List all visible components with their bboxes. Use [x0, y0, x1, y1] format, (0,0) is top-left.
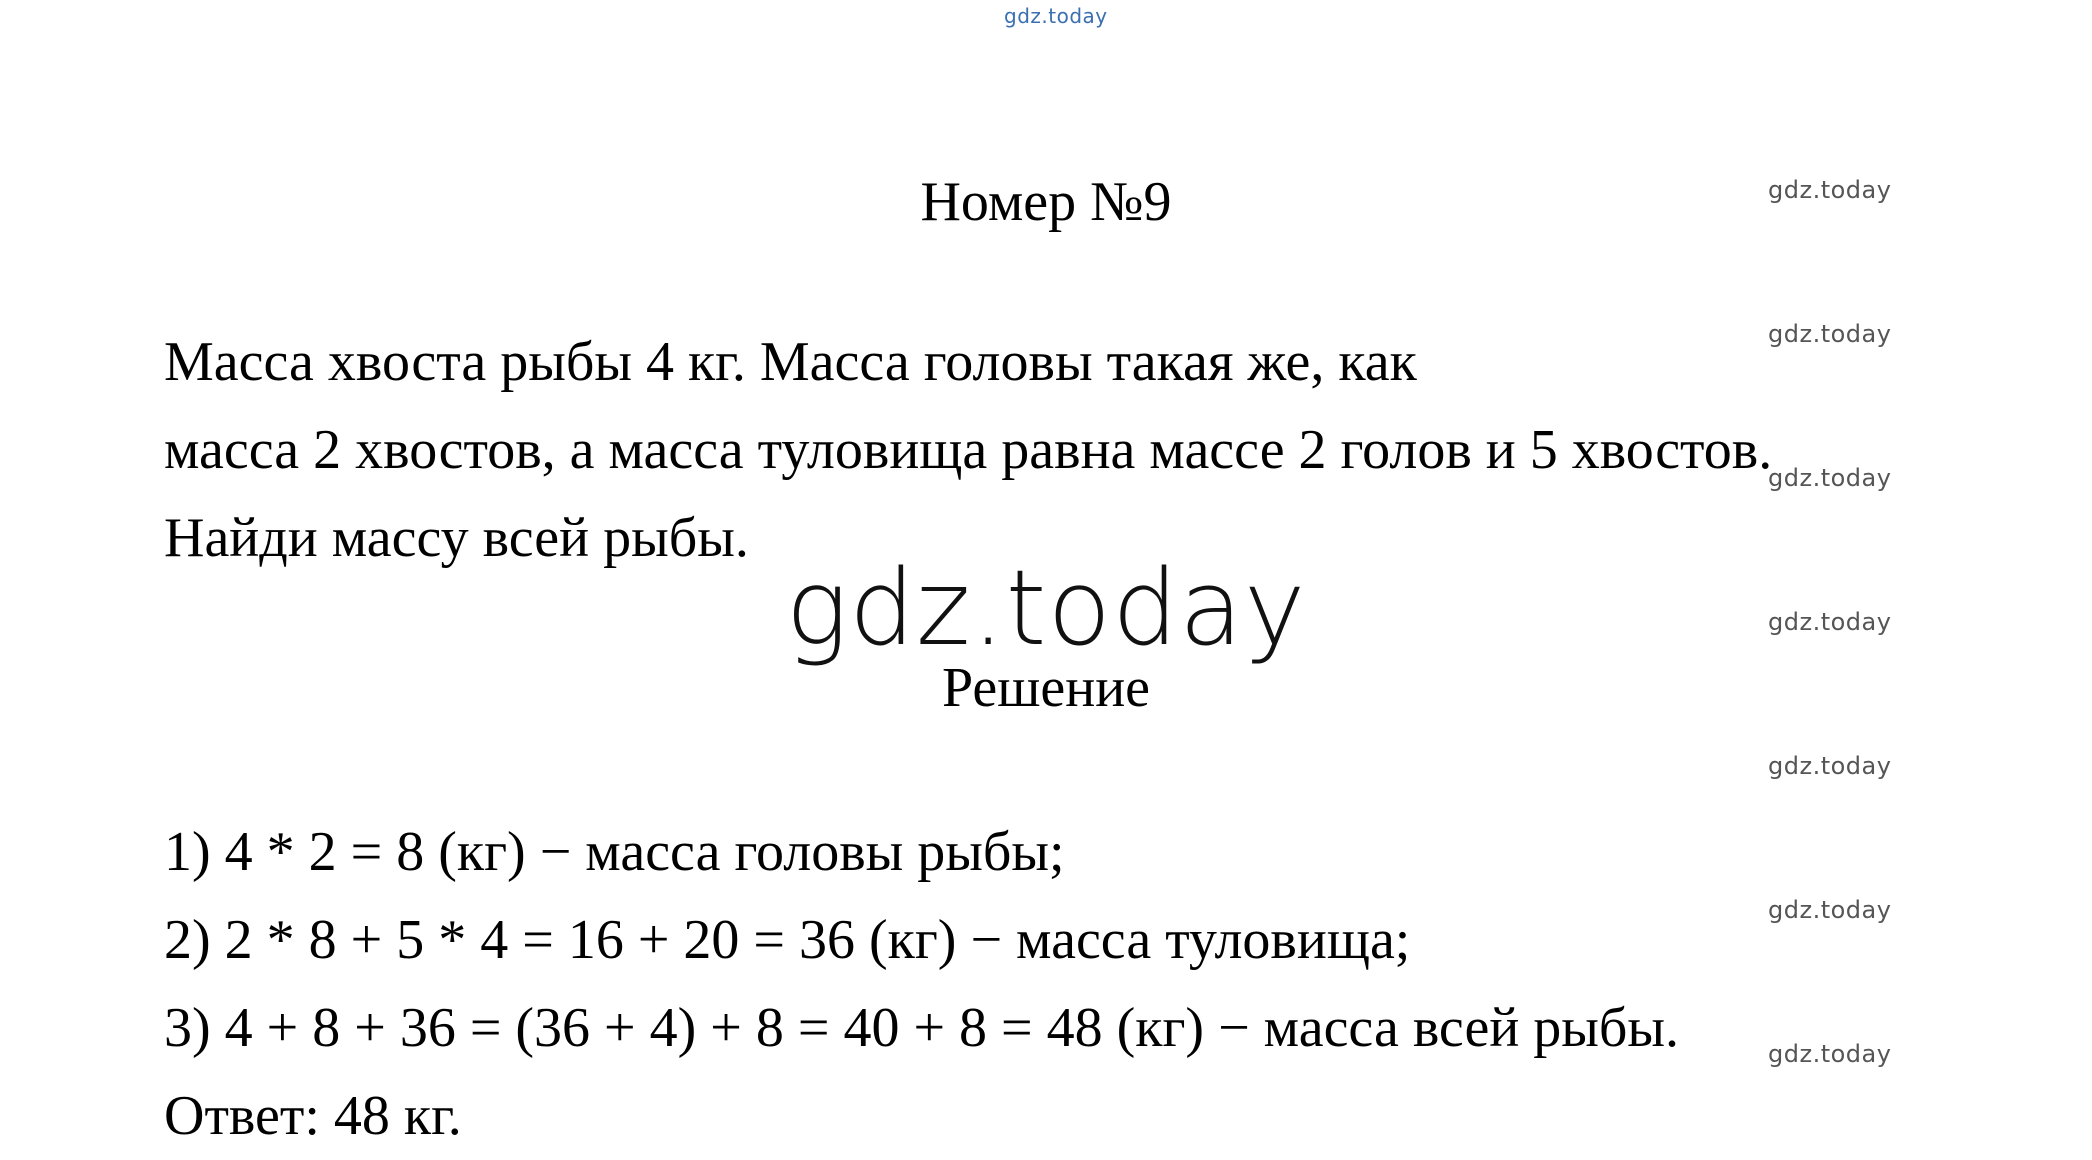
problem-statement: [164, 318, 1924, 582]
watermark: gdz.today: [1768, 608, 1892, 636]
watermark: gdz.today: [1768, 896, 1892, 924]
watermark: gdz.today: [1768, 176, 1892, 204]
solution-step: 2) 2 * 8 + 5 * 4 = 16 + 20 = 36 (кг) − масса туловища;: [164, 909, 1411, 971]
problem-line: Найди массу всей рыбы.: [164, 507, 749, 569]
page-title: Номер №9: [920, 171, 1172, 233]
watermark: gdz.today: [1768, 464, 1892, 492]
solution-steps: [164, 808, 1964, 1160]
answer-line: Ответ: 48 кг.: [164, 1085, 462, 1147]
problem-line: масса 2 хвостов, а масса туловища равна массе 2 голов и 5 хвостов.: [164, 419, 1773, 481]
solution-step: 1) 4 * 2 = 8 (кг) − масса головы рыбы;: [164, 821, 1065, 883]
solution-heading: Решение: [941, 657, 1151, 719]
problem-line: Масса хвоста рыбы 4 кг. Масса головы такая же, как: [164, 331, 1417, 393]
watermark: gdz.today: [1768, 1040, 1892, 1068]
watermark: gdz.today: [1768, 320, 1892, 348]
site-mark: gdz.today: [1004, 4, 1108, 28]
watermark: gdz.today: [1768, 752, 1892, 780]
solution-step: 3) 4 + 8 + 36 = (36 + 4) + 8 = 40 + 8 = 48 (кг) − масса всей рыбы.: [164, 997, 1680, 1059]
site-logo: gdz.today: [785, 547, 1307, 669]
